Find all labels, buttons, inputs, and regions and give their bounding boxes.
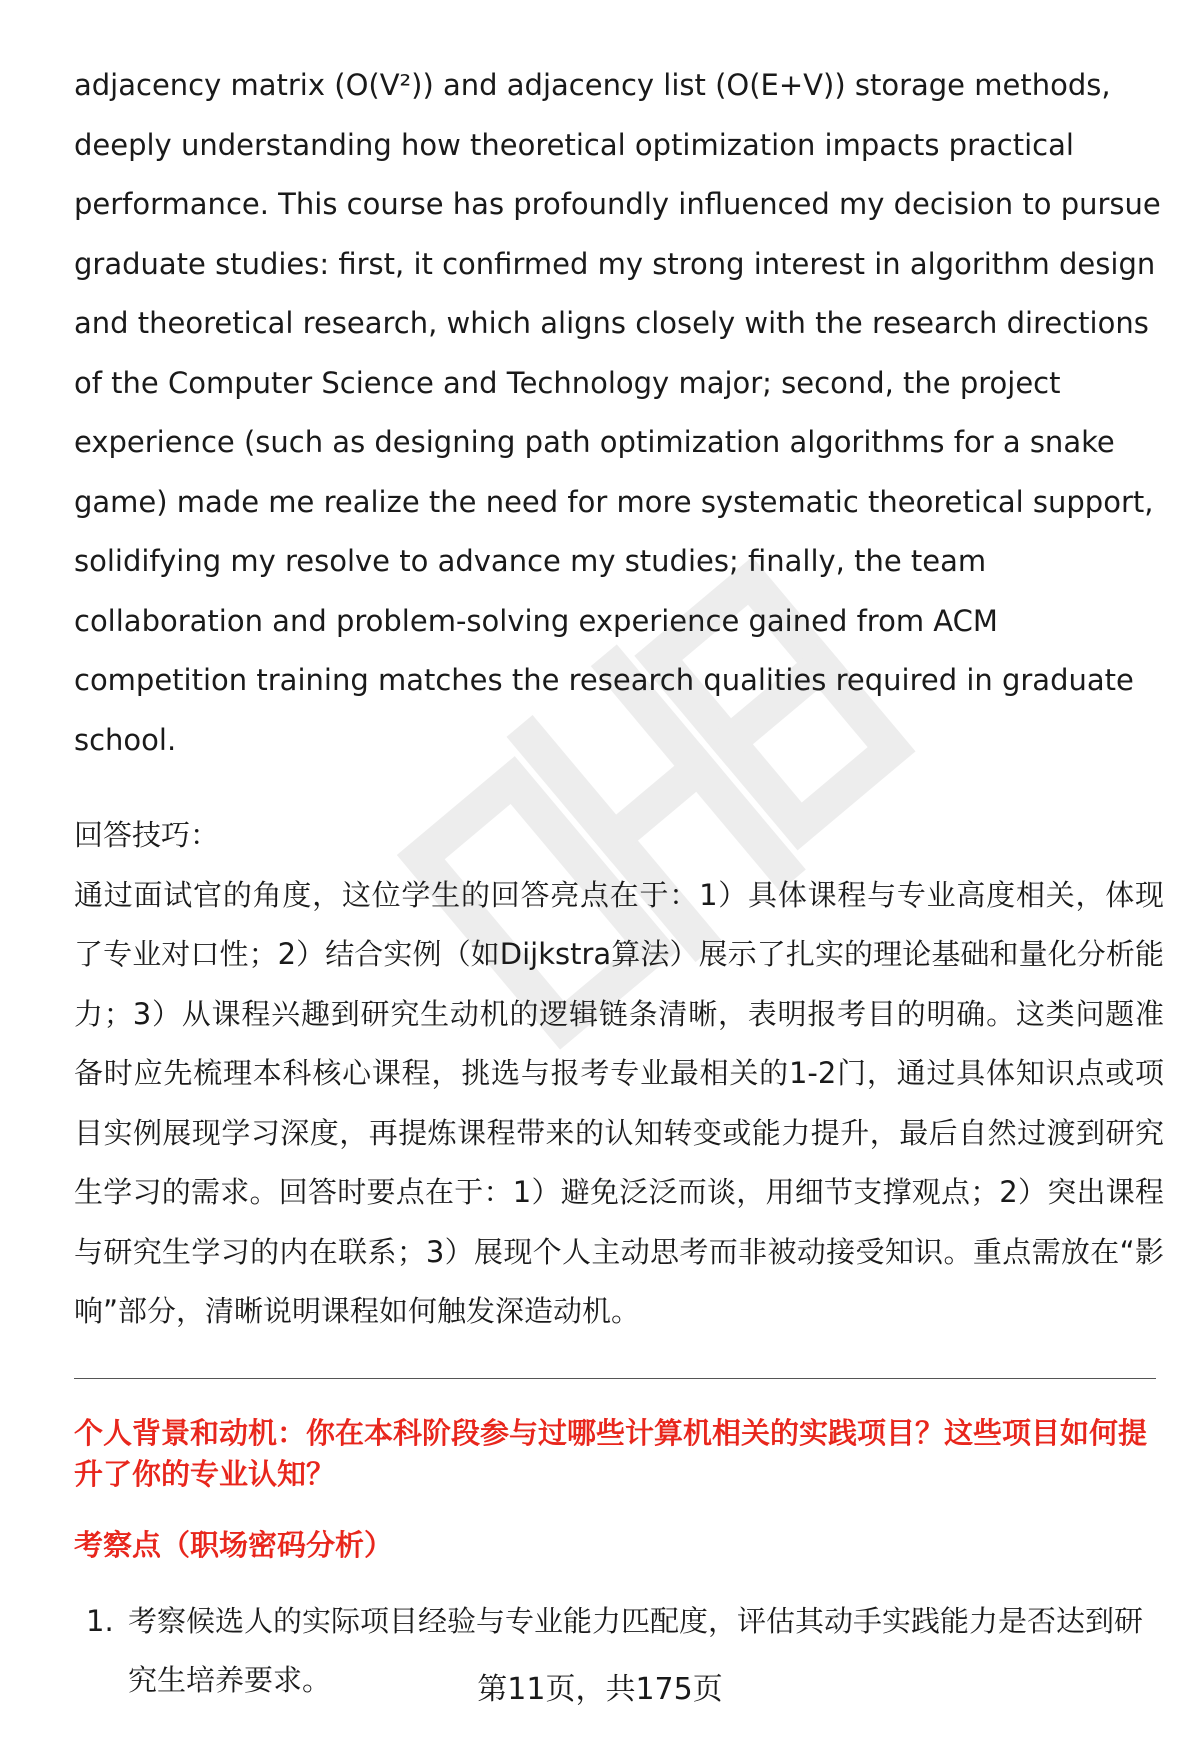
assessment-heading: 考察点（职场密码分析） <box>74 1527 394 1562</box>
list-item-number: 1. <box>86 1603 114 1638</box>
list-item-text: 考察候选人的实际项目经验与专业能力匹配度，评估其动手实践能力是否达到研究生培养要求。 <box>128 1603 1144 1697</box>
question-title: 个人背景和动机：你在本科阶段参与过哪些计算机相关的实践项目？这些项目如何提升了你的专业认知？ <box>74 1415 1148 1491</box>
english-paragraph: adjacency matrix (O(V²)) and adjacency list (O(E+V)) storage methods, deeply understanding how theoretical optimization impacts practical performance. This course has profoundly influenced my decision to pursue graduate studies: first, it confirmed my strong interest in algorithm design and theoretical research, which aligns closely with the research directions of the Computer Science and Technology major; second, the project experience (such as designing path optimization algorithms for a snake game) made me realize the need for more systematic theoretical support, solidifying my resolve to advance my studies; finally, the team collaboration and problem-solving experience gained from ACM competition training matches the research qualities required in graduate school. <box>74 68 1161 757</box>
page-number: 第11页，共175页 <box>477 1672 723 1707</box>
section-divider <box>74 1378 1156 1379</box>
tips-label: 回答技巧： <box>74 818 220 852</box>
tips-paragraph: 通过面试官的角度，这位学生的回答亮点在于：1）具体课程与专业高度相关，体现了专业对口性；2）结合实例（如Dijkstra算法）展示了扎实的理论基础和量化分析能力；3）从课程兴趣到研究生动机的逻辑链条清晰，表明报考目的明确。这类问题准备时应先梳理本科核心课程，挑选与报考专业最相关的1-2门，通过具体知识点或项目实例展现学习深度，再提炼课程带来的认知转变或能力提升，最后自然过渡到研究生学习的需求。回答时要点在于：1）避免泛泛而谈，用细节支撑观点；2）突出课程与研究生学习的内在联系；3）展现个人主动思考而非被动接受知识。重点需放在“影响”部分，清晰说明课程如何触发深造动机。 <box>74 877 1164 1328</box>
main-content <box>74 56 1164 1711</box>
